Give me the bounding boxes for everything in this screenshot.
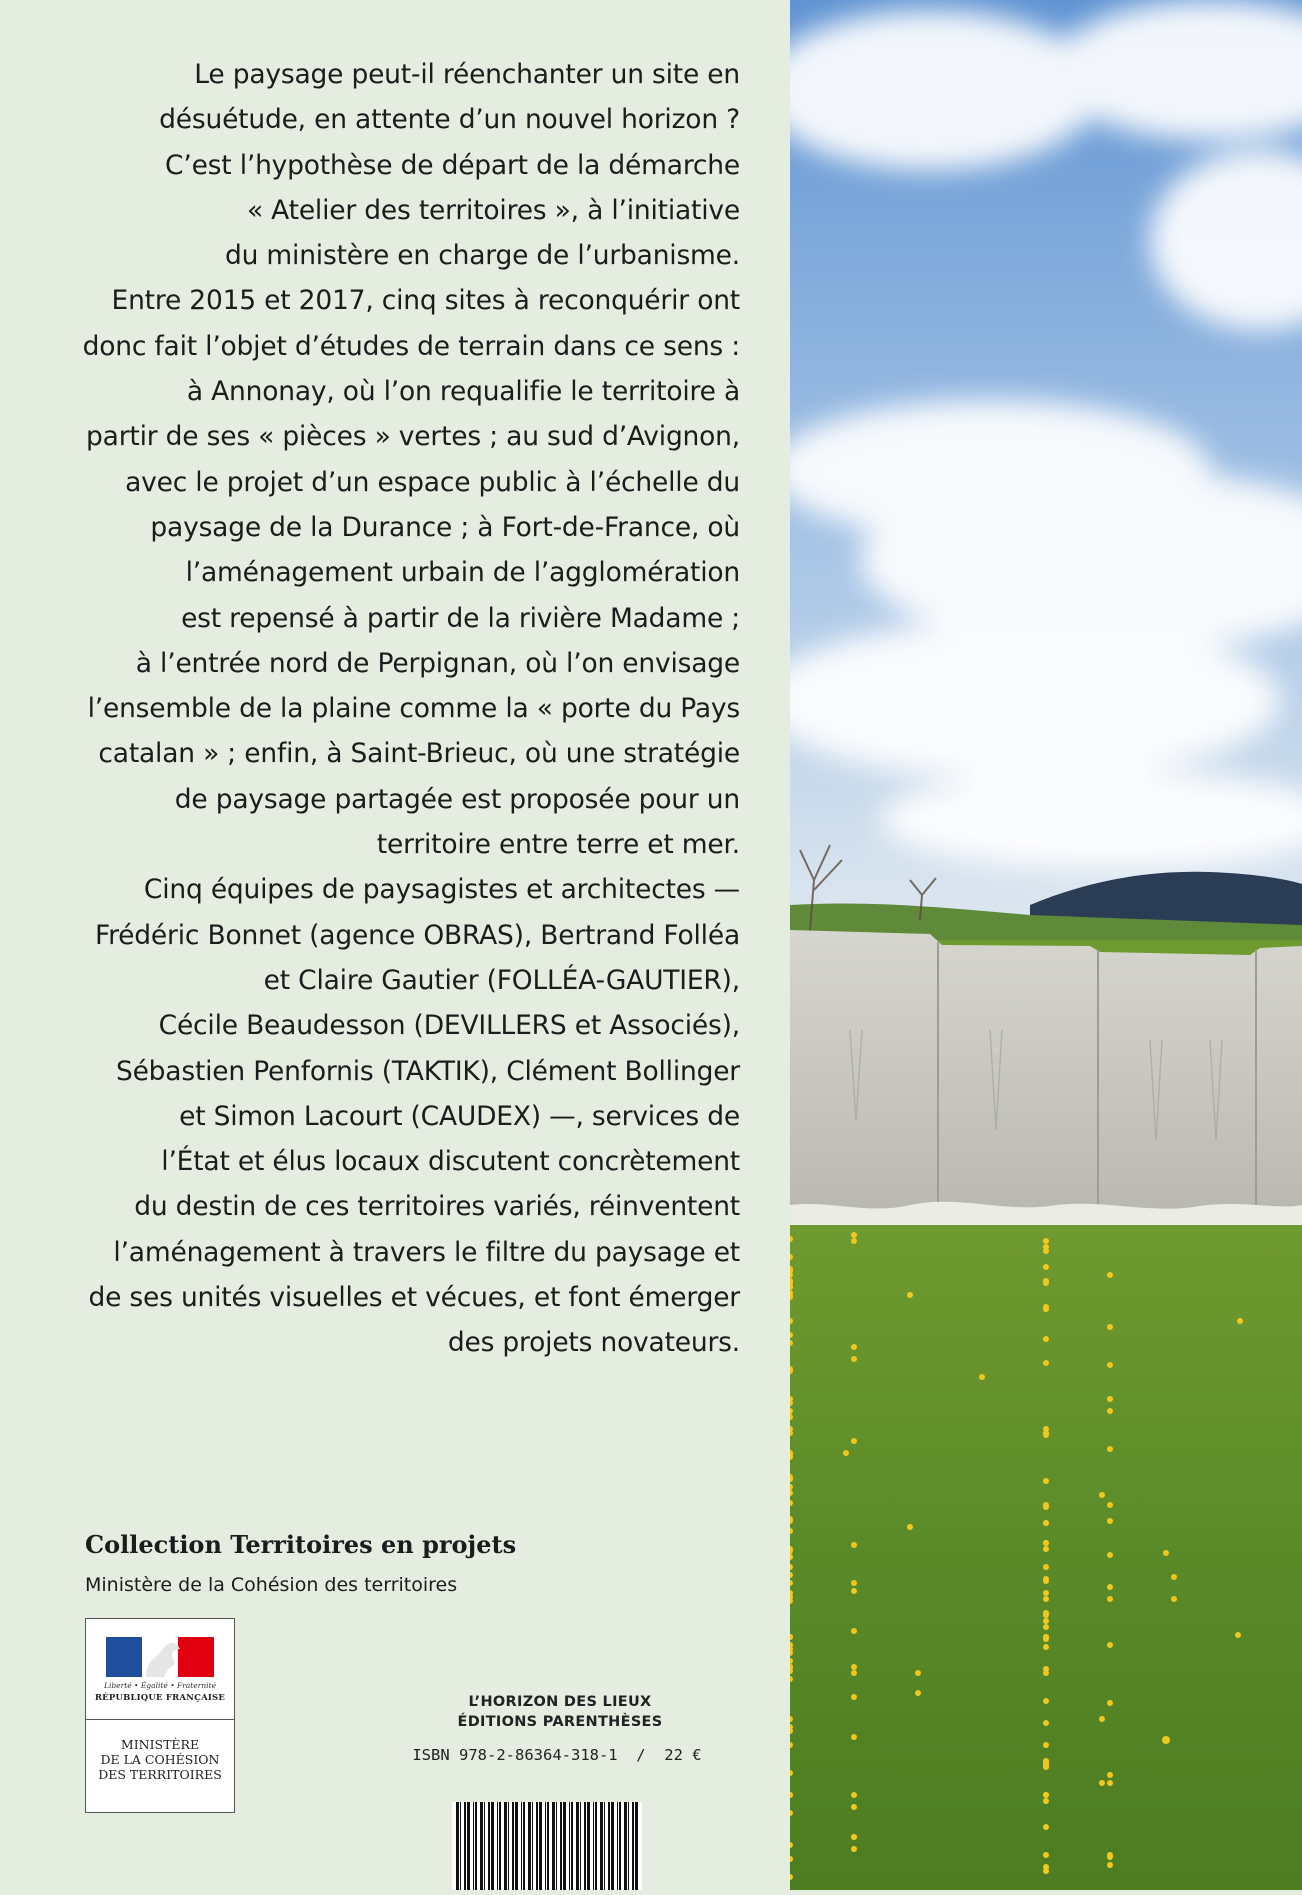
dandelion-flower	[915, 1690, 921, 1696]
barcode-bar	[497, 1802, 498, 1890]
barcode-bar	[587, 1802, 590, 1890]
barcode-bar	[523, 1802, 525, 1890]
blurb-line: Frédéric Bonnet (agence OBRAS), Bertrand Folléa	[94, 919, 740, 951]
collection-subtitle: Ministère de la Cohésion des territoires	[85, 1574, 458, 1596]
blurb-line: l’aménagement urbain de l’agglomération	[185, 557, 740, 589]
dandelion-flower	[1043, 1546, 1049, 1552]
barcode-bar	[475, 1802, 477, 1890]
blurb-line: des projets novateurs.	[447, 1327, 740, 1359]
blurb-line: Le paysage peut-il réenchanter un site en	[194, 59, 740, 90]
barcode-bar	[560, 1802, 562, 1890]
blurb-line: est repensé à partir de la rivière Madame ;	[181, 602, 740, 634]
ministry-logo	[85, 1618, 235, 1813]
blurb-line: donc fait l’objet d’études de terrain dans ce sens :	[82, 330, 740, 362]
blurb-line: avec le projet d’un espace public à l’échelle du	[125, 466, 740, 498]
dandelion-flower	[1107, 1446, 1113, 1452]
ministry-name	[86, 1737, 234, 1782]
marianne-icon	[106, 1637, 214, 1677]
dandelion-flower	[1107, 1324, 1113, 1330]
dandelion-flower	[1043, 1720, 1049, 1726]
blurb-line: désuétude, en attente d’un nouvel horizon ?	[159, 104, 740, 136]
dandelion-flower	[851, 1846, 857, 1852]
barcode-bar	[539, 1802, 542, 1890]
barcode-bar	[473, 1802, 474, 1890]
dandelion-flower	[907, 1292, 913, 1298]
dandelion-flower	[1043, 1238, 1049, 1244]
landscape-photo	[790, 0, 1302, 1890]
dandelion-flower	[1043, 1360, 1049, 1366]
dandelion-flower	[1171, 1596, 1177, 1602]
dandelion-flower	[1107, 1596, 1113, 1602]
dandelion-flower	[851, 1542, 857, 1548]
barcode-bar	[480, 1802, 483, 1890]
dandelion-flower	[1043, 1590, 1049, 1596]
barcode-bar	[464, 1802, 466, 1890]
dandelion-flower	[1043, 1644, 1049, 1650]
blurb-line: « Atelier des territoires », à l’initiative	[246, 194, 740, 226]
dandelion-flower	[1235, 1632, 1241, 1638]
dandelion-flower	[1099, 1492, 1105, 1498]
dandelion-flower	[1107, 1396, 1113, 1402]
blurb-line: Cécile Beaudesson (DEVILLERS et Associés),	[158, 1010, 740, 1042]
dandelion-flower	[1043, 1610, 1049, 1616]
blurb-line: territoire entre terre et mer.	[376, 829, 740, 861]
dandelion-flower	[1107, 1518, 1113, 1524]
barcode-bar	[563, 1802, 566, 1890]
dandelion-flower	[851, 1670, 857, 1676]
blurb-line: et Simon Lacourt (CAUDEX) —, services de	[179, 1100, 740, 1132]
barcode-bar	[467, 1802, 470, 1890]
dandelion-flower	[1107, 1552, 1113, 1558]
barcode-bar	[460, 1802, 461, 1890]
dandelion-flower	[1107, 1854, 1113, 1860]
dandelion-flower	[1043, 1798, 1049, 1804]
barcode-bar	[504, 1802, 507, 1890]
dandelion-flower	[1163, 1550, 1169, 1556]
barcode-bar	[600, 1802, 603, 1890]
dandelion-flower	[851, 1694, 857, 1700]
ministry-line: DES TERRITOIRES	[98, 1767, 222, 1782]
publisher-name: ÉDITIONS PARENTHÈSES	[457, 1714, 663, 1730]
dandelion-flower	[1043, 1792, 1049, 1798]
barcode-bar	[456, 1802, 459, 1890]
dandelion-flower	[851, 1588, 857, 1594]
barcode-bar	[491, 1802, 494, 1890]
barcode-bar	[571, 1802, 573, 1890]
barcode-bar	[576, 1802, 579, 1890]
dandelion-flower	[1099, 1780, 1105, 1786]
dandelion-flower	[1043, 1634, 1049, 1640]
ministry-line: MINISTÈRE	[120, 1737, 200, 1752]
dandelion-flower	[1099, 1716, 1105, 1722]
barcode-bar	[521, 1802, 522, 1890]
dandelion-flower	[851, 1238, 857, 1244]
dandelion-flower	[1043, 1264, 1049, 1270]
blurb-line: Cinq équipes de paysagistes et architectes —	[143, 874, 740, 906]
barcode-bar	[595, 1802, 597, 1890]
blurb-line: à Annonay, où l’on requalifie le territoire à	[186, 376, 740, 408]
barcode-bar	[532, 1802, 533, 1890]
dandelion-flower	[851, 1804, 857, 1810]
barcode-bar	[624, 1802, 627, 1890]
back-cover-blurb	[40, 52, 740, 1366]
dandelion-flower	[907, 1524, 913, 1530]
dandelion-flower	[1171, 1574, 1177, 1580]
republic-label: RÉPUBLIQUE FRANÇAISE	[94, 1693, 226, 1703]
barcode-bar	[635, 1802, 638, 1890]
blurb-line: Sébastien Penfornis (TAKTIK), Clément Bollinger	[115, 1055, 740, 1087]
dandelion-flower	[851, 1834, 857, 1840]
dandelion-flower	[1107, 1362, 1113, 1368]
barcode-bar	[584, 1802, 586, 1890]
dandelion-flower	[1043, 1336, 1049, 1342]
blurb-line: de paysage partagée est proposée pour un	[174, 783, 740, 815]
dandelion-flower	[1043, 1540, 1049, 1546]
blurb-line: l’aménagement à travers le filtre du paysage et	[113, 1236, 740, 1268]
barcode-bar	[547, 1802, 549, 1890]
blurb-line: du ministère en charge de l’urbanisme.	[224, 240, 740, 272]
blurb-line: catalan » ; enfin, à Saint-Brieuc, où une stratégie	[98, 738, 740, 770]
logo-divider	[86, 1719, 234, 1720]
blurb-line: l’ensemble de la plaine comme la « porte du Pays	[87, 693, 740, 725]
dandelion-flower	[1043, 1760, 1049, 1766]
dandelion-flower	[1043, 1698, 1049, 1704]
dandelion-flower	[1043, 1742, 1049, 1748]
ministry-line: DE LA COHÉSION	[100, 1752, 220, 1767]
dandelion-flower	[1107, 1780, 1113, 1786]
blurb-line: à l’entrée nord de Perpignan, où l’on envisage	[135, 647, 740, 679]
dandelion-flower	[1043, 1502, 1049, 1508]
dandelion-flower	[1043, 1478, 1049, 1484]
publisher-series: L’HORIZON DES LIEUX	[468, 1694, 652, 1710]
dandelion-flower	[851, 1664, 857, 1670]
blurb-line: Entre 2015 et 2017, cinq sites à reconquérir ont	[111, 285, 740, 317]
barcode-bar	[552, 1802, 555, 1890]
dandelion-flower	[979, 1374, 985, 1380]
barcode-bar	[515, 1802, 518, 1890]
barcode-bar	[569, 1802, 570, 1890]
dandelion-flower	[1043, 1624, 1049, 1630]
dandelion-flower	[915, 1670, 921, 1676]
blurb-line: C’est l’hypothèse de départ de la démarche	[165, 149, 740, 181]
dandelion-flower	[1043, 1852, 1049, 1858]
dandelion-flower	[1043, 1248, 1049, 1254]
dandelion-flower	[1043, 1824, 1049, 1830]
blurb-line: paysage de la Durance ; à Fort-de-France, où	[150, 511, 740, 543]
dandelion-flower	[1107, 1408, 1113, 1414]
dandelion-flower	[1162, 1736, 1170, 1744]
barcode-bar	[528, 1802, 531, 1890]
dandelion-flower	[1043, 1278, 1049, 1284]
dandelion-flower	[851, 1734, 857, 1740]
barcode-bar	[608, 1802, 610, 1890]
republic-motto: Liberté • Égalité • Fraternité	[103, 1681, 217, 1690]
barcode-bar	[508, 1802, 509, 1890]
barcode-bar	[512, 1802, 514, 1890]
isbn-price: ISBN 978-2-86364-318-1 / 22 €	[412, 1746, 702, 1764]
dandelion-flower	[1237, 1318, 1243, 1324]
dandelion-flower	[1043, 1430, 1049, 1436]
collection-title: Collection Territoires en projets	[85, 1530, 517, 1559]
barcode-icon	[452, 1802, 642, 1890]
dandelion-flower	[1043, 1618, 1049, 1624]
barcode-bar	[617, 1802, 618, 1890]
blurb-line: et Claire Gautier (FOLLÉA-GAUTIER),	[263, 964, 740, 996]
dandelion-flower	[1043, 1576, 1049, 1582]
barcode-bar	[545, 1802, 546, 1890]
dandelion-flower	[851, 1356, 857, 1362]
barcode-bar	[488, 1802, 490, 1890]
blurb-line: du destin de ces territoires variés, réinventent	[134, 1191, 740, 1223]
dandelion-flower	[1107, 1502, 1113, 1508]
dandelion-flower	[1107, 1700, 1113, 1706]
dandelion-flower	[1107, 1272, 1113, 1278]
barcode-bar	[536, 1802, 538, 1890]
blurb-line: l’État et élus locaux discutent concrètement	[161, 1146, 740, 1178]
dandelion-flower	[843, 1450, 849, 1456]
dandelion-flower	[1107, 1772, 1113, 1778]
barcode-bar	[619, 1802, 621, 1890]
barcode-bar	[628, 1802, 629, 1890]
publisher-block	[400, 1692, 720, 1732]
barcode-bar	[556, 1802, 557, 1890]
dandelion-flower	[1043, 1670, 1049, 1676]
barcode-bar	[611, 1802, 614, 1890]
dandelion-flower	[851, 1628, 857, 1634]
dandelion-flower	[851, 1344, 857, 1350]
dandelion-flower	[1107, 1642, 1113, 1648]
dandelion-flower	[1043, 1596, 1049, 1602]
dandelion-flower	[1043, 1868, 1049, 1874]
dandelion-flower	[851, 1232, 857, 1238]
blurb-line: de ses unités visuelles et vécues, et font émerger	[88, 1282, 740, 1314]
barcode-bar	[593, 1802, 594, 1890]
dandelion-flower	[1107, 1584, 1113, 1590]
barcode-bar	[604, 1802, 605, 1890]
dandelion-flower	[851, 1438, 857, 1444]
barcode-bar	[499, 1802, 501, 1890]
barcode-bar	[632, 1802, 634, 1890]
blurb-line: partir de ses « pièces » vertes ; au sud d’Avignon,	[86, 421, 740, 453]
dandelion-flower	[851, 1580, 857, 1586]
dandelion-flower	[1043, 1564, 1049, 1570]
dandelion-flower	[1043, 1520, 1049, 1526]
dandelion-flower	[851, 1792, 857, 1798]
barcode-bar	[580, 1802, 581, 1890]
dandelion-flower	[1107, 1862, 1113, 1868]
barcode-bar	[484, 1802, 485, 1890]
dandelion-flower	[1043, 1304, 1049, 1310]
